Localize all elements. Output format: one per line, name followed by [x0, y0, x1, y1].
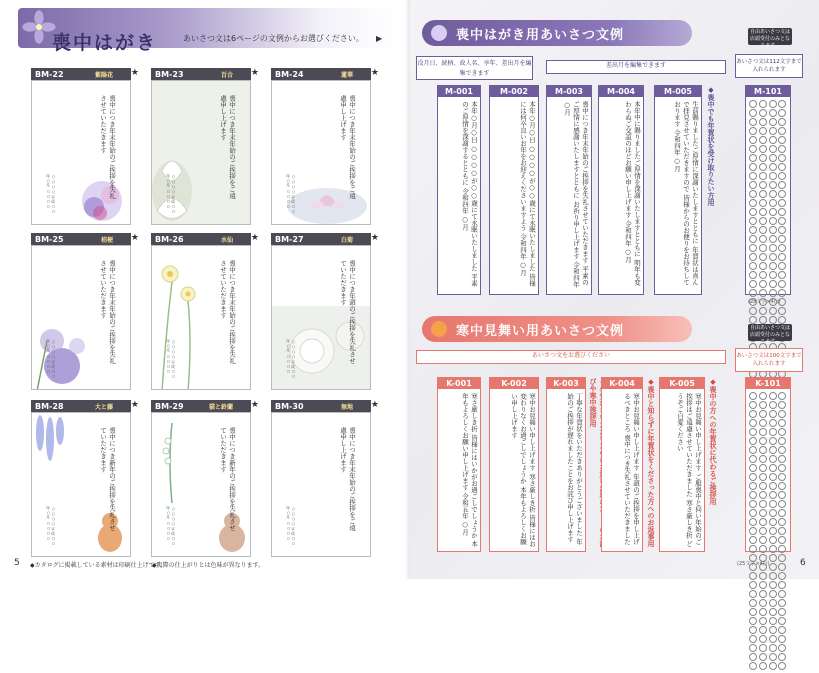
- card-label: [151, 233, 251, 245]
- card-code: BM-27: [275, 234, 304, 244]
- card-sender: ○○○○ 平成○○年○月 ○○○○: [166, 339, 176, 379]
- greeting-text: 丁寧な年賀状をいただきありがとうございました 年始のご挨拶が遅れましたことをお詫び申し上げます: [566, 393, 583, 545]
- card-greeting: 喪中につき新年のご挨拶を失礼させていただきます: [219, 427, 236, 531]
- greeting-k001[interactable]: [437, 377, 481, 552]
- page-number: 6: [800, 558, 806, 568]
- star-icon: ★: [250, 400, 259, 410]
- note-editable-fields: 没月日、続柄、故人名、享年、差出月を編集できます: [416, 56, 533, 80]
- flower-icon: [431, 25, 447, 41]
- grid-size-note: (25文字×4行): [737, 561, 770, 567]
- card-greeting: 喪中につき新年のご挨拶を失礼させていただきます: [99, 427, 116, 531]
- greeting-text: 本年中に賜りましたご厚情を深謝いたしますとともに 明年も変わらぬご交誼のほどお願い申し上げます 令和四年 ○月: [624, 101, 641, 286]
- greeting-k002[interactable]: [489, 377, 539, 552]
- greeting-code: K-001: [438, 378, 480, 389]
- greeting-text: 本年○月○日 ○○○○が○○歳にて永眠いたしました 平素のご厚情を深謝するとともに 令和四年 ○月: [461, 101, 478, 287]
- card-greeting: 喪中につき年末年始のご挨拶をご遠慮申し上げます: [339, 427, 356, 531]
- card-bm23[interactable]: [151, 68, 259, 225]
- note-free-greeting: 自由あいさつ文は店頭受付のみとなります。: [749, 29, 790, 49]
- greeting-k004[interactable]: [601, 377, 643, 552]
- card-bm25[interactable]: [31, 233, 139, 390]
- greeting-m002[interactable]: [489, 85, 539, 295]
- card-greeting: 喪中につき年末年始のご挨拶を失礼させていただきます: [99, 95, 116, 199]
- greeting-code: K-004: [602, 378, 642, 389]
- greeting-text: 寒中お見舞い申し上げます ご服喪中と伺い年始のご挨拶はご遠慮させていただきました 寒さ厳しき折 どうぞご自愛ください: [676, 393, 702, 547]
- card-bm22[interactable]: [31, 68, 139, 225]
- greeting-m101-free-grid[interactable]: [745, 85, 791, 295]
- card-sender: ○○○○ 平成○○年○月 ○○○○: [46, 174, 56, 214]
- card-code: BM-26: [155, 234, 184, 244]
- page-number: 5: [14, 558, 20, 568]
- greeting-text: 寒中お見舞い申し上げます 年頭のご挨拶を申し上げるべきところ 喪中につき失礼させていただきました: [623, 393, 640, 545]
- arrow-icon: ▶: [376, 34, 383, 43]
- card-label: [151, 400, 251, 412]
- card-preview: [271, 80, 371, 225]
- greeting-m005[interactable]: [654, 85, 702, 295]
- card-greeting: 喪中につき年末年始のご挨拶をご遠慮申し上げます: [219, 95, 236, 199]
- card-design-name: 紫陽花: [94, 71, 113, 79]
- card-sender: ○○○○ 平成○○年○月 ○○○○: [46, 506, 56, 546]
- greeting-code: M-005: [655, 86, 701, 97]
- greeting-m003[interactable]: [546, 85, 592, 295]
- card-greeting: 喪中につき年頭のご挨拶を失礼させていただきます: [339, 260, 356, 364]
- card-label: [271, 233, 371, 245]
- greeting-text: 生前賜りましたご厚情に深謝いたしますとともに 年賀状は喜んで拝見させていただきますので 皆様からのお便りをお待ちしております 令和四年 ○月: [673, 101, 699, 286]
- card-design-name: 無地: [340, 403, 353, 411]
- card-design-name: 百合: [220, 71, 233, 79]
- section1-banner: [422, 20, 692, 46]
- note-choose-greeting: あいさつ文をお選びください: [416, 350, 726, 364]
- greeting-code: K-003: [547, 378, 585, 389]
- card-code: BM-25: [35, 234, 64, 244]
- greeting-text: 本年○月○日 ○○○○が○○歳にて永眠いたしました 皆様には何卒良いお年をお迎えくださいますよう 令和四年 ○月: [519, 101, 536, 287]
- star-icon: ★: [130, 400, 139, 410]
- bellflower-art: [32, 306, 92, 390]
- card-design-name: 桔梗: [100, 236, 113, 244]
- card-code: BM-30: [275, 401, 304, 411]
- orange-icon: [431, 321, 447, 337]
- star-icon: ★: [250, 233, 259, 243]
- card-preview: [31, 245, 131, 390]
- card-label: [271, 400, 371, 412]
- card-greeting: 喪中につき年末年始のご挨拶を失礼させていただきます: [219, 260, 236, 364]
- card-sender: ○○○○ 平成○○年○月 ○○○○: [166, 506, 176, 546]
- section2-title: 寒中見舞い用あいさつ文例: [456, 323, 625, 339]
- card-preview: [151, 80, 251, 225]
- greeting-code: K-005: [660, 378, 704, 389]
- note-editable-month: 差出月を編集できます: [546, 60, 726, 74]
- side-label-k003: びや寒中挨拶用: [589, 378, 597, 427]
- card-label: [31, 68, 131, 80]
- card-preview: [31, 80, 131, 225]
- card-greeting: 喪中につき年末年始のご挨拶をご遠慮申し上げます: [339, 95, 356, 199]
- card-bm29[interactable]: [151, 400, 259, 557]
- grid-size-note: (28文字×4行): [748, 299, 781, 305]
- note-free-greeting: 自由あいさつ文は店頭受付のみとなります。: [749, 325, 790, 345]
- flower-icon: [22, 10, 56, 44]
- card-label: [31, 400, 131, 412]
- greeting-m001[interactable]: [437, 85, 481, 295]
- card-bm24[interactable]: [271, 68, 379, 225]
- star-icon: ★: [130, 233, 139, 243]
- card-preview: [151, 245, 251, 390]
- card-label: [271, 68, 371, 80]
- greeting-code: M-004: [599, 86, 643, 97]
- card-code: BM-28: [35, 401, 64, 411]
- side-label-m005: ◆喪中でも年賀状を受け取りたい方用: [707, 86, 715, 206]
- card-design-name: 水仙: [220, 236, 233, 244]
- side-label-k005: ◆喪中の方への年賀状に代わるご挨拶用: [709, 378, 717, 505]
- greeting-k003[interactable]: [546, 377, 586, 552]
- card-code: BM-23: [155, 69, 184, 79]
- greeting-m004[interactable]: [598, 85, 644, 295]
- page-title: 喪中はがき: [52, 32, 158, 54]
- card-bm27[interactable]: [271, 233, 379, 390]
- card-bm28[interactable]: [31, 400, 139, 557]
- section1-title: 喪中はがき用あいさつ文例: [456, 27, 625, 43]
- card-preview: [271, 412, 371, 557]
- greeting-text: 寒中お見舞い申し上げます 寒さ厳しき折 皆様にはお変わりなくお過ごしでしょうか 本年もよろしくお願い申し上げます: [510, 393, 536, 547]
- greeting-text: 寒さ厳しき折 皆様にはいかがお過ごしでしょうか 本年もよろしくお願い申し上げます 令和五年 ○月: [461, 393, 478, 547]
- card-sender: ○○○○ 平成○○年○月 ○○○○: [286, 506, 296, 546]
- greeting-code: K-002: [490, 378, 538, 389]
- star-icon: ★: [370, 68, 379, 78]
- greeting-text: 喪中につき年末年始のご挨拶を失礼させていただきます 平素のご厚情に感謝いたしますとともに お祈り申し上げます 令和四年 ○月: [563, 101, 589, 288]
- card-design-name: 蓮華: [340, 71, 353, 79]
- card-preview: [151, 412, 251, 557]
- star-icon: ★: [370, 400, 379, 410]
- card-design-name: 白菊: [340, 236, 353, 244]
- note-char-limit: あいさつ文は112文字まで入れられます: [735, 54, 803, 78]
- star-icon: ★: [370, 233, 379, 243]
- card-sender: ○○○○ 平成○○年○月 ○○○○: [286, 339, 296, 379]
- char-grid: [746, 389, 790, 673]
- left-page: [0, 0, 409, 579]
- side-label-k004: ◆喪中と知らずに年賀状をくださった方へのお返事用: [647, 378, 655, 547]
- card-bm30[interactable]: [271, 400, 379, 557]
- greeting-k101-free-grid[interactable]: [745, 377, 791, 552]
- card-greeting: 喪中につき年末年始のご挨拶を失礼させていただきます: [99, 260, 116, 364]
- card-label: [31, 233, 131, 245]
- greeting-code: M-001: [438, 86, 480, 97]
- card-bm26[interactable]: [151, 233, 259, 390]
- page-subtitle: あいさつ文は6ページの文例からお選びください。: [183, 34, 364, 43]
- card-design-name: 大と藤: [94, 403, 113, 411]
- greeting-code: M-002: [490, 86, 538, 97]
- footnote: ◆カタログに掲載している素材は印刷仕上げです。: [30, 562, 167, 569]
- card-design-name: 猫と鈴蘭: [208, 403, 233, 411]
- card-preview: [31, 412, 131, 557]
- narcissus-art: [152, 246, 212, 390]
- star-icon: ★: [250, 68, 259, 78]
- greeting-code: M-101: [746, 86, 790, 97]
- card-label: [151, 68, 251, 80]
- card-code: BM-22: [35, 69, 64, 79]
- greeting-code: M-003: [547, 86, 591, 97]
- star-icon: ★: [130, 68, 139, 78]
- greeting-k005[interactable]: [659, 377, 705, 552]
- card-code: BM-29: [155, 401, 184, 411]
- card-sender: ○○○○ 平成○○年○月 ○○○○: [166, 174, 176, 214]
- note-char-limit: あいさつ文は100文字まで入れられます: [735, 348, 803, 372]
- card-sender: ○○○○ 平成○○年○月 ○○○○: [46, 339, 56, 379]
- card-sender: ○○○○ 平成○○年○月 ○○○○: [286, 174, 296, 214]
- footnote: ◆実際の仕上がりとは色味が異なります。: [152, 562, 265, 569]
- section2-banner: [422, 316, 692, 342]
- greeting-code: K-101: [746, 378, 790, 389]
- card-preview: [271, 245, 371, 390]
- card-code: BM-24: [275, 69, 304, 79]
